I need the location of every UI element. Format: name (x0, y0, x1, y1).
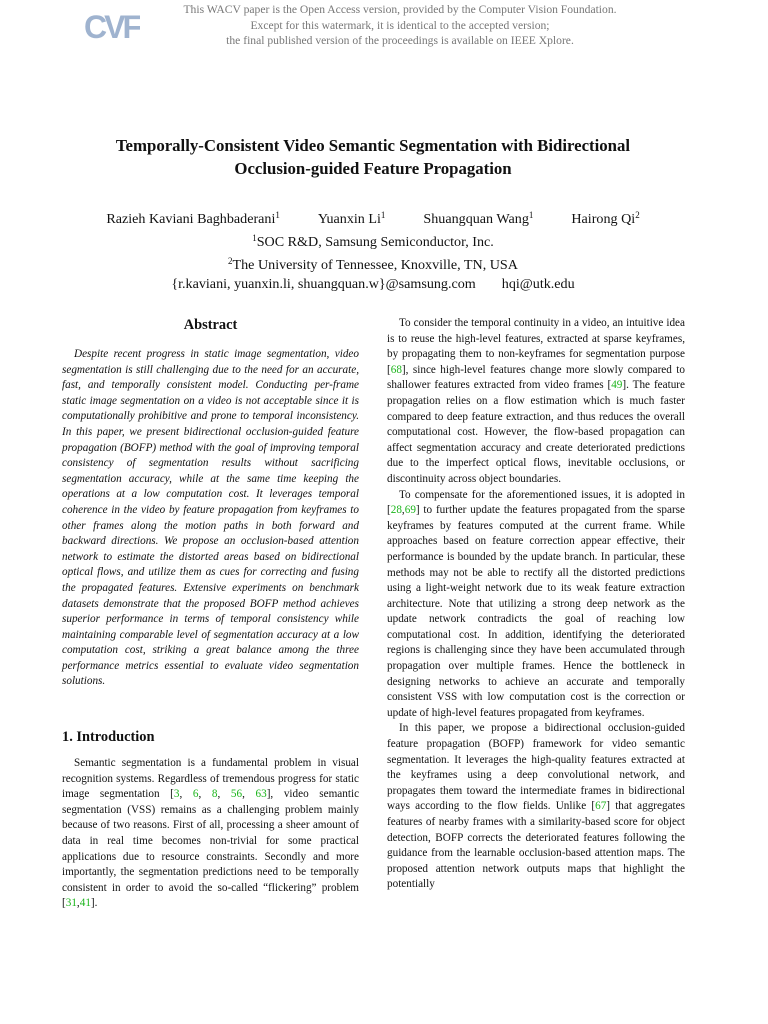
affiliation-mark: 1 (252, 233, 257, 243)
affiliation-text: SOC R&D, Samsung Semiconductor, Inc. (256, 234, 494, 250)
intro-paragraph: Semantic segmentation is a fundamental problem in visual recognition systems. Regardless of tremendous progress for static image segmentation [3, 6, 8, 56, 63], video semantic segmentation (VSS) remains as a challenging problem mainly because of two reasons. First of all, processing a sheer amount of data in real time becomes non-trivial for some practical applications due to resource constraints. Secondly and more importantly, the segmentation predictions need to be temporally consistent in order to avoid the so-called “flickering” problem [31,41]. (62, 757, 360, 910)
affiliation-mark: 2 (228, 256, 233, 266)
email: hqi@utk.edu (501, 276, 575, 292)
citation-link[interactable]: 3 (173, 788, 180, 801)
email-group: {r.kaviani, yuanxin.li, shuangquan.w}@samsung.com (171, 276, 476, 292)
citation-link[interactable]: 8 (211, 788, 218, 801)
author-name: Shuangquan Wang (423, 211, 529, 227)
author-name: Razieh Kaviani Baghbaderani (106, 211, 276, 227)
citation-link[interactable]: 31 (65, 897, 77, 910)
email-line (40, 275, 706, 294)
cvf-logo-text: CVF (84, 9, 139, 44)
watermark-line-1: This WACV paper is the Open Access version, provided by the Computer Vision Foundation. (183, 3, 617, 16)
body-paragraph: To compensate for the aforementioned issues, it is adopted in [28,69] to further update the features propagated from the sparse keyframes by features computed at the current frame. While approaches based on feature correction appear effective, their performance is bounded by the update branch. In particular, these methods may not be able to rectify all the distorted predictions using a light-weight network due to its weak feature extraction architecture. Note that utilizing a strong deep network as the update network contradicts the goal of reaching low computational cost. In addition, identifying the deteriorated regions is challenging since they have been accumulated through propagation over multiple frames. Hence the bottleneck in designing networks to achieve an accurate and temporally consistent VSS with low computation cost is the correction or update of high-level features propagated from keyframes. (387, 488, 685, 719)
author-name: Yuanxin Li (317, 211, 381, 227)
author-name: Hairong Qi (571, 211, 636, 227)
citation-link[interactable]: 56 (230, 788, 243, 801)
abstract-heading: Abstract (183, 317, 238, 333)
watermark-line-3: the final published version of the proceedings is available on IEEE Xplore. (226, 34, 574, 47)
body-paragraph (387, 721, 685, 893)
paragraph-text: ] that aggregates features of nearby frames with a similarity-based score for object detection, BOFP corrects the deteriorated features following the guidance from the learnable occlusion-based attention maps. The proposed attention network outputs maps that highlight the potentially (387, 800, 685, 891)
citation-link[interactable]: 28 (390, 504, 402, 517)
introduction-heading: 1. Introduction (62, 729, 155, 746)
paragraph-text: ]. (90, 897, 98, 910)
author-affiliation-mark: 1 (380, 210, 386, 220)
citation-link[interactable]: 63 (255, 788, 267, 801)
citation-link[interactable]: 6 (192, 788, 199, 801)
body-paragraph (387, 316, 685, 488)
paragraph-text: Semantic segmentation is a fundamental problem in visual recognition systems. Regardless of tremendous progress for static image segmentation [ (62, 757, 359, 801)
paragraph-text: ]. The feature propagation relies on a flow estimation which is much faster compared to deep feature extraction, and thus reduces the overall computational cost. However, the flow-based propagation can affect segmentation accuracy and create deteriorated predictions due to the imperfect optical flows, inevitable occlusions, or discontinuity across object boundaries. (387, 379, 686, 485)
affiliation (40, 229, 706, 252)
cvf-logo (84, 8, 140, 44)
affiliation-text: The University of Tennessee, Knoxville, TN, USA (232, 257, 518, 273)
watermark-line-2: Except for this watermark, it is identical to the accepted version; (250, 18, 550, 32)
abstract-text: Despite recent progress in static image segmentation, video segmentation is still challenging due to the need for an accurate, fast, and temporally consistent model. Conducting per-frame static image segmentation on a video is not acceptable since it is computationally prohibitive and prone to temporal inconsistency. In this paper, we present bidirectional occlusion-guided feature propagation (BOFP) method with the goal of improving temporal consistency of segmentation results without sacrificing segmentation accuracy, while at the same time keeping the operations at a low computation cost. It leverages temporal coherence in the video by feature propagation from keyframes to other frames along the motion paths in both forward and backward directions. We propose an occlusion-based attention network to estimate the distorted areas based on bidirectional optical flows, and utilize them as cues for correcting and fusing the propagated features. Extensive experiments on benchmark datasets demonstrate that the proposed BOFP method achieves superior performance in terms of temporal consistency while maintaining comparable level of segmentation accuracy at a low computation cost, striking a great balance among the three performance metrics essential to evaluate video segmentation solutions. (62, 348, 359, 688)
affiliation (40, 252, 706, 275)
author-affiliation-mark: 2 (635, 210, 640, 220)
paragraph-text: ] to further update the features propagated from the sparse keyframes by features computed at the current frame. While approaches based on feature correction appear effective, their performance is bounded by the update branch. In particular, these methods may not be able to rectify all the distorted predictions using a light-weight network due to its weak feature extraction architecture. Note that utilizing a strong deep network as the update network contradicts the goal of reaching low computational cost. In addition, identifying the deteriorated regions is challenging since they have been accumulated through propagation over multiple frames. Hence the bottleneck in designing networks to achieve an accurate and temporally consistent VSS with low computation cost is the correction or update of high-level features propagated from keyframes. (387, 504, 685, 719)
left-column (62, 316, 359, 912)
citation-link[interactable]: 41 (79, 897, 91, 910)
paragraph-text: To compensate for the aforementioned issues, it is adopted in [ (387, 488, 685, 517)
citation-link[interactable]: 67 (595, 800, 607, 813)
citation-link[interactable]: 69 (404, 504, 416, 517)
paragraph-text: In this paper, we propose a bidirectional occlusion-guided feature propagation (BOFP) framework for video semantic segmentation. It leverages the high-quality features extracted at the keyframes using a deep convolutional network, and propagates them toward the intermediate frames in bidirectional ways according to the flow fields. Unlike [ (387, 722, 685, 813)
paragraph-text: To consider the temporal continuity in a video, an intuitive idea is to reuse the high-level features, extracted at sparse keyframes, by propagating them to non-keyframes for segmentation purpose [ (387, 317, 685, 376)
title-line-1: Temporally-Consistent Video Semantic Segmentation with Bidirectional (115, 136, 631, 155)
author-list (40, 206, 706, 229)
author-affiliation-mark: 1 (275, 210, 280, 220)
title-line-2: Occlusion-guided Feature Propagation (234, 159, 512, 178)
author (423, 206, 533, 229)
author-affiliation-mark: 1 (528, 210, 534, 220)
paragraph-text: ], since high-level features change more slowly compared to shallower features extracted from video frames [ (387, 363, 685, 392)
right-column (387, 316, 685, 893)
author (106, 206, 280, 229)
author (571, 206, 639, 229)
open-access-watermark (150, 2, 650, 49)
paper-title (60, 134, 686, 180)
paragraph-text: ], video semantic segmentation (VSS) remains as a challenging problem mainly because of two reasons. First of all, processing a sheer amount of data in real time becomes non-trivial for some practical applications due to resource constraints. Secondly and more importantly, the segmentation predictions need to be temporally consistent in order to avoid the so-called “flickering” problem [ (62, 788, 360, 910)
citation-link[interactable]: 49 (611, 379, 623, 392)
citation-link[interactable]: 68 (390, 363, 402, 376)
author-block (40, 206, 706, 294)
author (318, 206, 386, 229)
